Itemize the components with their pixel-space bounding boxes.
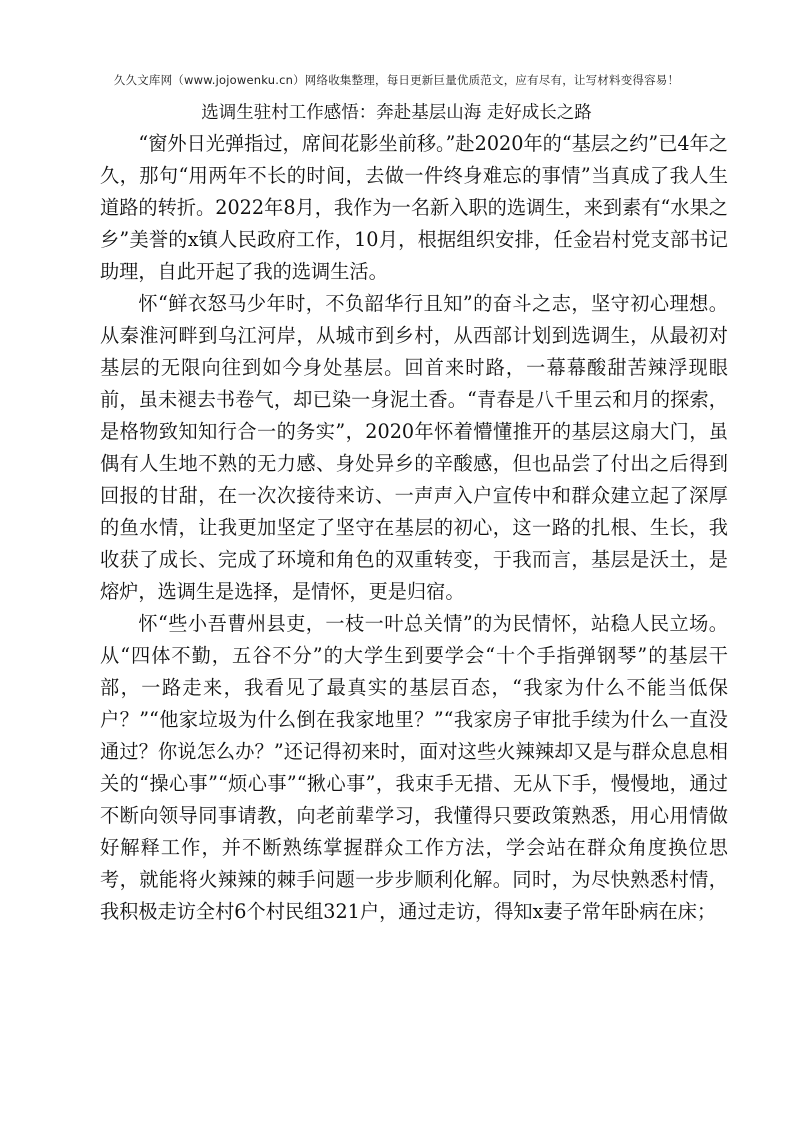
page-header: 久久文库网（www.jojowenku.cn）网络收集整理，每日更新巨量优质范文，应有尽有，让写材料变得容易！ (113, 73, 680, 87)
paragraph: 怀“鲜衣怒马少年时，不负韶华行且知”的奋斗之志，坚守初心理想。从秦淮河畔到乌江河岸，从城市到乡村，从西部计划到选调生，从最初对基层的无限向往到如今身处基层。回首来时路，一幕幕酸甜苦辣浮现眼前，虽未褪去书卷气，却已染一身泥土香。“青春是八千里云和月的探索，是格物致知知行合一的务实”，2020年怀着懵懂推开的基层这扇大门，虽偶有人生地不熟的无力感、身处异乡的辛酸感，但也品尝了付出之后得到回报的甘甜，在一次次接待来访、一声声入户宣传中和群众建立起了深厚的鱼水情，让我更加坚定了坚守在基层的初心，这一路的扎根、生长，我收获了成长、完成了环境和角色的双重转变，于我而言，基层是沃土，是熔炉，选调生是选择，是情怀，更是归宿。 (100, 292, 728, 603)
document-title: 选调生驻村工作感悟：奔赴基层山海 走好成长之路 (201, 103, 592, 123)
document-body (100, 128, 728, 928)
paragraph: 怀“些小吾曹州县吏，一枝一叶总关情”的为民情怀，站稳人民立场。从“四体不勤，五谷不分”的大学生到要学会“十个手指弹钢琴”的基层干部，一路走来，我看见了最真实的基层百态，“我家为什么不能当低保户？”“他家垃圾为什么倒在我家地里？”“我家房子审批手续为什么一直没通过？你说怎么办？”还记得初来时，面对这些火辣辣却又是与群众息息相关的“操心事”“烦心事”“揪心事”，我束手无措、无从下手，慢慢地，通过不断向领导同事请教，向老前辈学习，我懂得只要政策熟悉，用心用情做好解释工作，并不断熟练掌握群众工作方法，学会站在群众角度换位思考，就能将火辣辣的棘手问题一步步顺利化解。同时，为尽快熟悉村情，我积极走访全村6个村民组321户，通过走访，得知x妻子常年卧病在床； (100, 612, 728, 923)
paragraph: “窗外日光弹指过，席间花影坐前移。”赴2020年的“基层之约”已4年之久，那句“用两年不长的时间，去做一件终身难忘的事情”当真成了我人生道路的转折。2022年8月，我作为一名新入职的选调生，来到素有“水果之乡”美誉的x镇人民政府工作，10月，根据组织安排，任金岩村党支部书记助理，自此开起了我的选调生活。 (100, 132, 728, 283)
